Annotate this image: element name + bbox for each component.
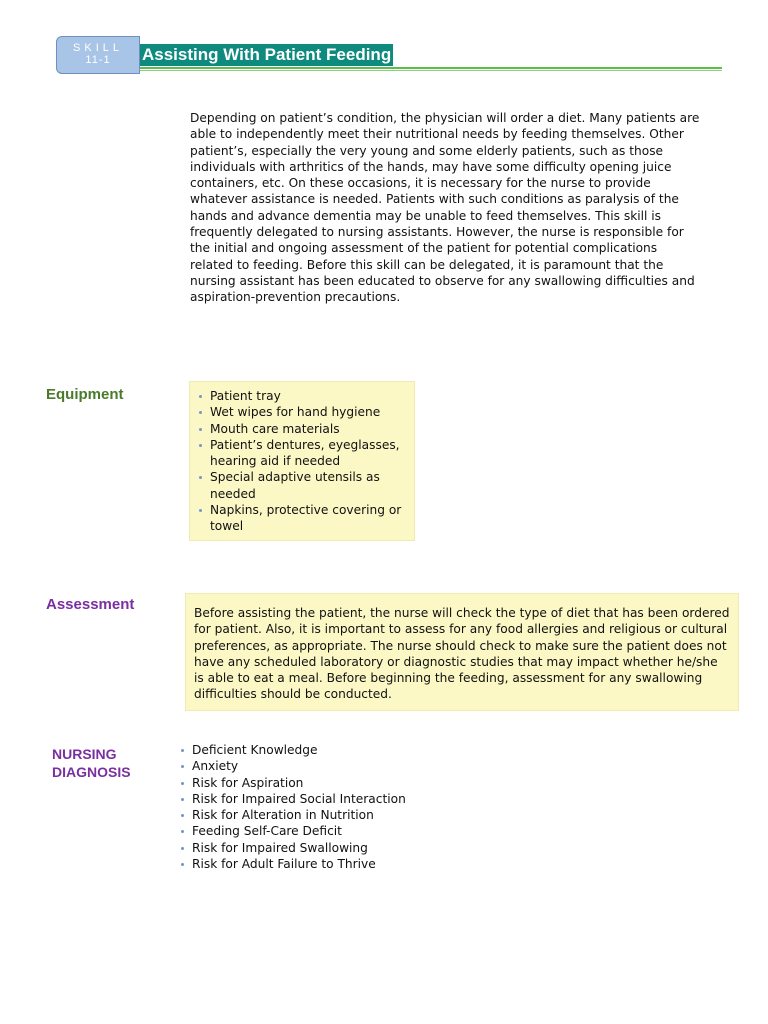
assessment-label: Assessment [46, 596, 135, 613]
equipment-list [190, 388, 414, 535]
assessment-text: Before assisting the patient, the nurse will check the type of diet that has been ordered for patient. Also, it is important to assess for any food allergies and religious or cultural preferences, as appropriate. The nurse should check to make sure the patient does not have any scheduled laboratory or diagnostic studies that may impact whether he/she is able to eat a meal. Before beginning the feeding, assessment for any swallowing difficulties should be conducted. [194, 606, 730, 702]
assessment-box [185, 593, 739, 711]
skill-badge [56, 36, 140, 74]
list-item: Patient’s dentures, eyeglasses, hearing aid if needed [190, 437, 414, 470]
bullet-icon [181, 814, 184, 817]
page-title: Assisting With Patient Feeding [142, 45, 392, 64]
bullet-icon [181, 863, 184, 866]
bullet-icon [181, 765, 184, 768]
intro-paragraph: Depending on patient’s condition, the physician will order a diet. Many patients are able to independently meet their nutritional needs by feeding themselves. Other patient’s, especially the very young and some elderly patients, such as those individuals with arthritics of the hands, may have some difficulty opening juice containers, etc. On these occasions, it is necessary for the nurse to provide whatever assistance is needed. Patients with such conditions as paralysis of the hands and advance dementia may be unable to feed themselves. This skill is frequently delegated to nursing assistants. However, the nurse is responsible for the initial and ongoing assessment of the patient for potential complications related to feeding. Before this skill can be delegated, it is paramount that the nursing assistant has been educated to observe for any swallowing difficulties and aspiration-prevention precautions. [190, 111, 700, 305]
nursing-diagnosis-label: NURSING DIAGNOSIS [52, 746, 131, 780]
bullet-icon [199, 428, 202, 431]
bullet-icon [199, 476, 202, 479]
title-rule-thick [140, 67, 722, 69]
equipment-label: Equipment [46, 386, 124, 403]
equipment-box [189, 381, 415, 541]
list-item: Special adaptive utensils as needed [190, 469, 414, 502]
list-item: Patient tray [190, 388, 414, 404]
list-item: Risk for Adult Failure to Thrive [172, 856, 472, 872]
nursing-diagnosis-list [172, 742, 472, 872]
bullet-icon [181, 798, 184, 801]
title-rule-thin [140, 70, 722, 71]
bullet-icon [181, 749, 184, 752]
bullet-icon [199, 411, 202, 414]
skill-number: 11-1 [85, 54, 111, 66]
list-item: Risk for Aspiration [172, 775, 472, 791]
list-item: Risk for Alteration in Nutrition [172, 807, 472, 823]
list-item: Deficient Knowledge [172, 742, 472, 758]
bullet-icon [181, 847, 184, 850]
list-item: Risk for Impaired Swallowing [172, 840, 472, 856]
skill-word: SKILL [73, 42, 123, 54]
list-item: Mouth care materials [190, 421, 414, 437]
list-item: Napkins, protective covering or towel [190, 502, 414, 535]
list-item: Wet wipes for hand hygiene [190, 404, 414, 420]
bullet-icon [199, 395, 202, 398]
bullet-icon [199, 444, 202, 447]
bullet-icon [181, 830, 184, 833]
bullet-icon [199, 509, 202, 512]
list-item: Risk for Impaired Social Interaction [172, 791, 472, 807]
list-item: Anxiety [172, 758, 472, 774]
list-item: Feeding Self-Care Deficit [172, 823, 472, 839]
bullet-icon [181, 782, 184, 785]
